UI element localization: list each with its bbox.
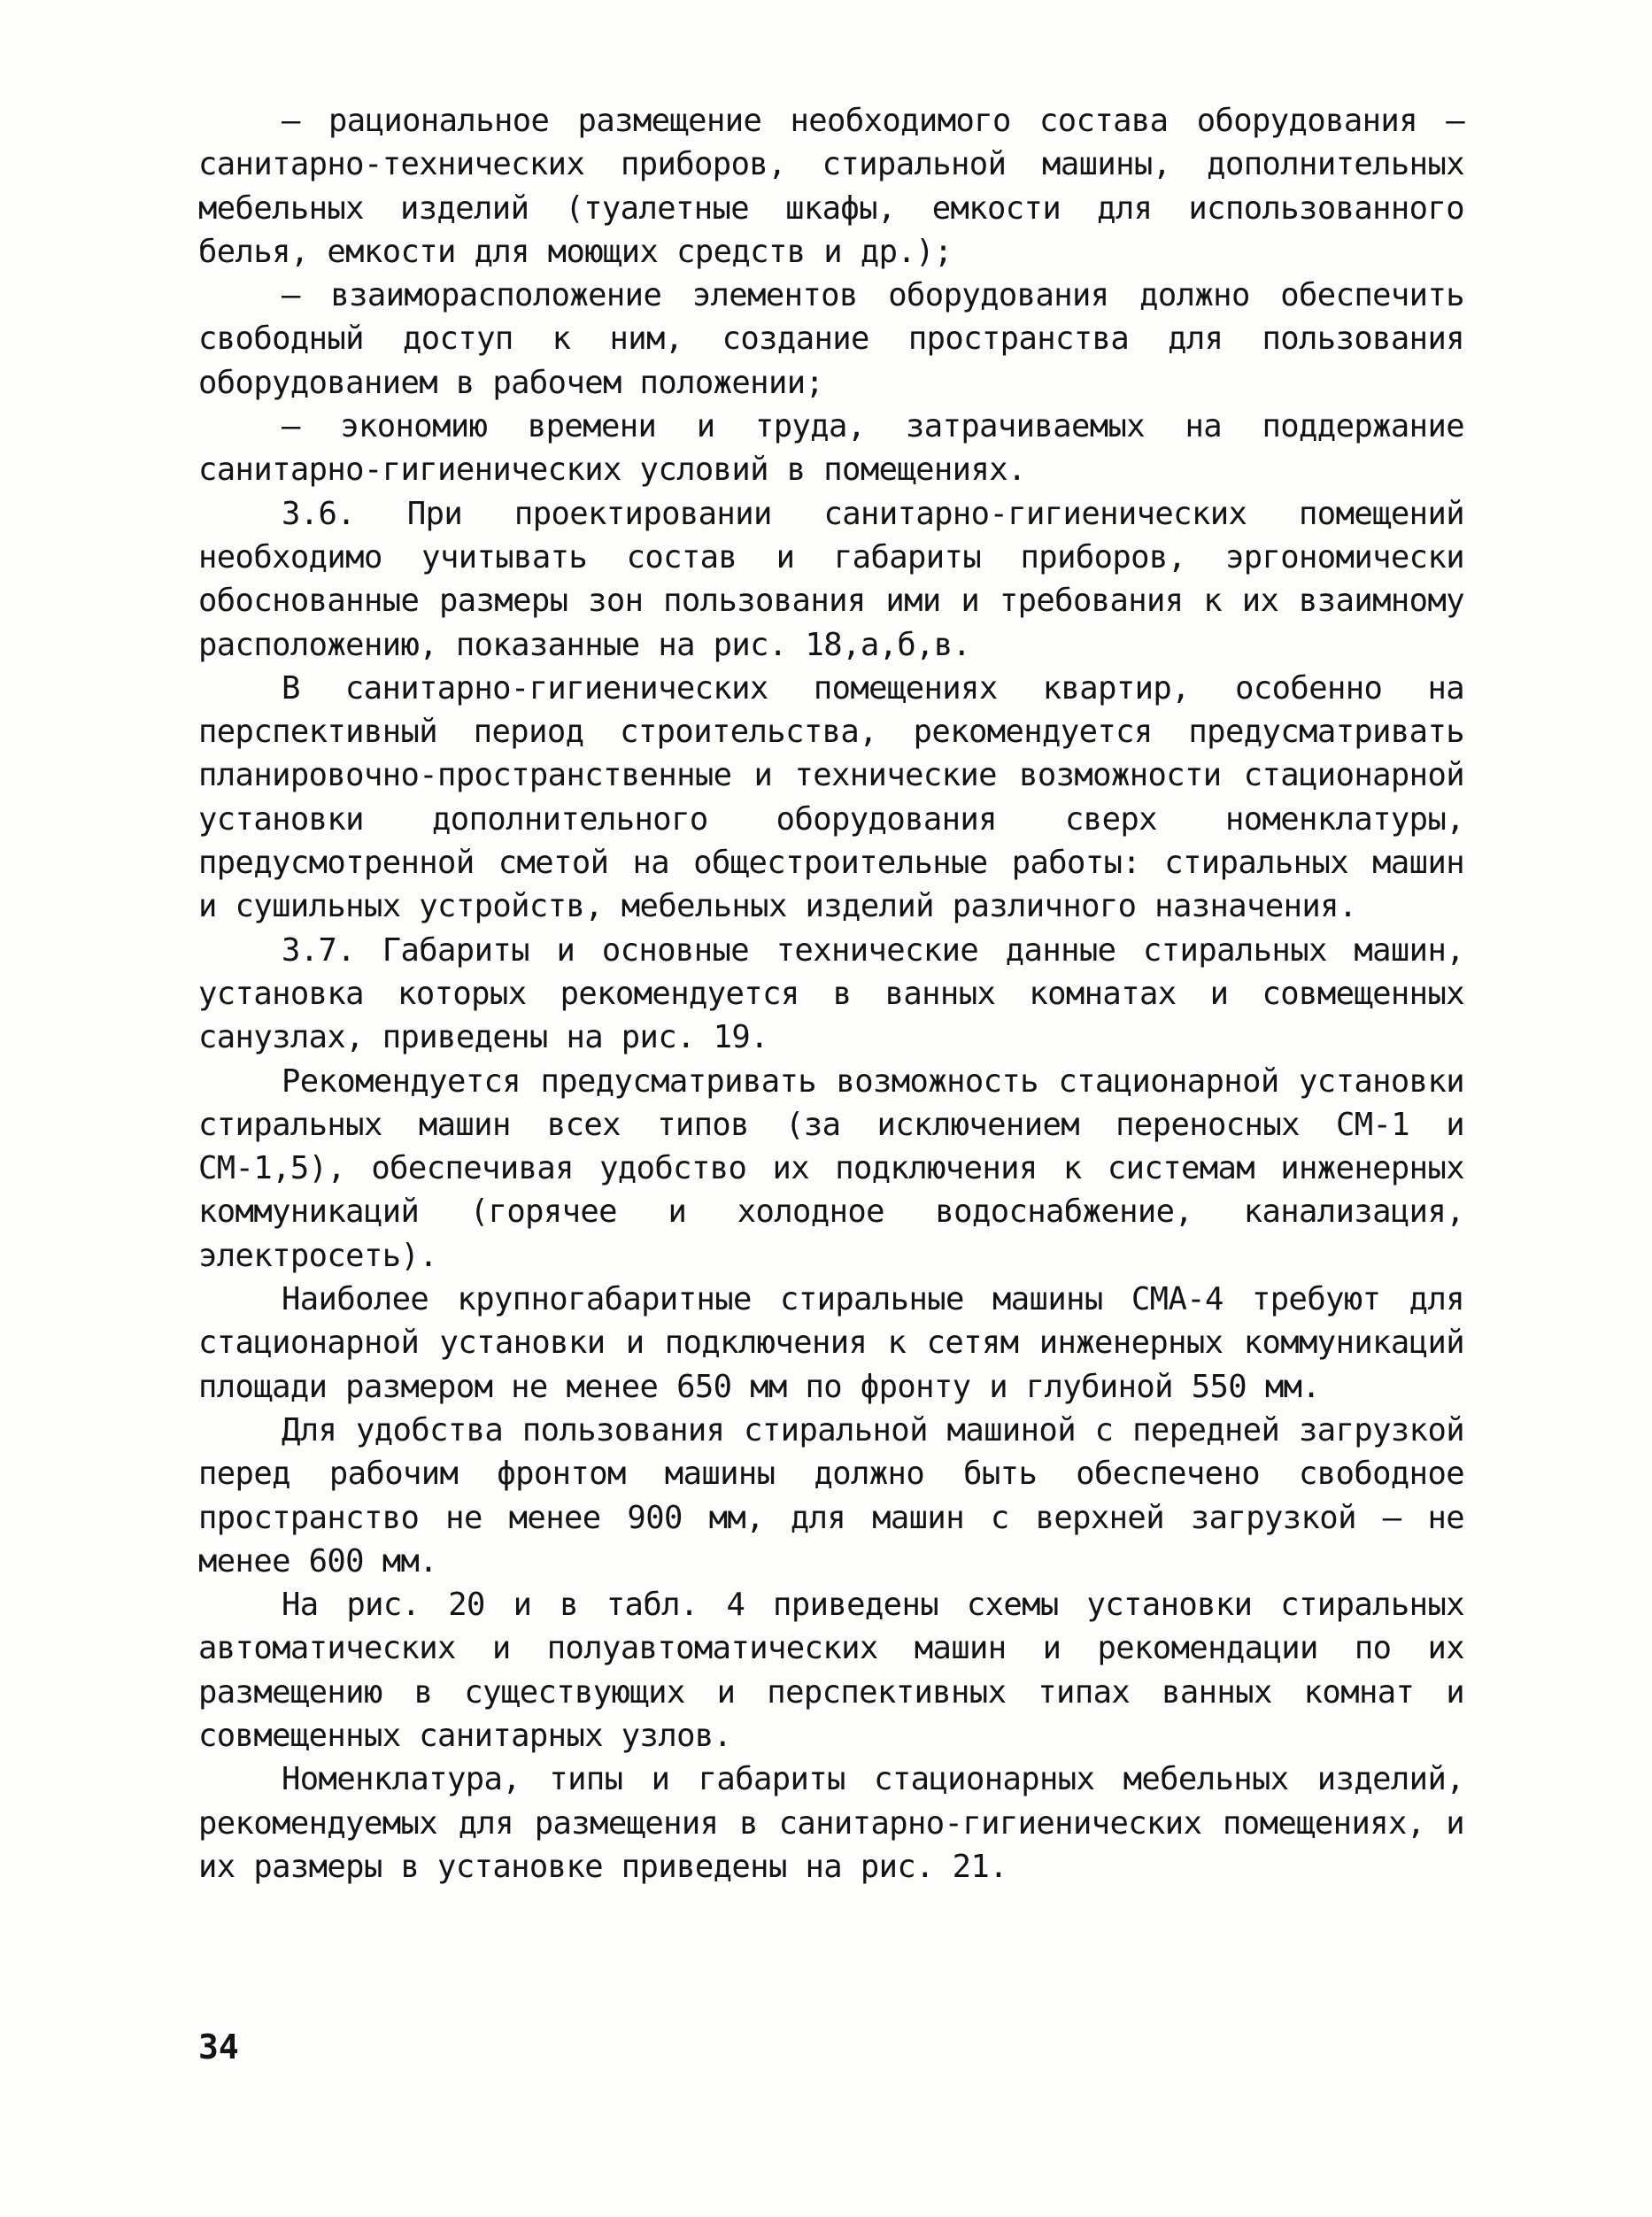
paragraph-additional-equipment: В санитарно-гигиенических помещениях квартир, особенно на перспективный период строительства, рекомендуется предусматривать планировочно-пространственные и технические возможности стационарной установки дополнительного оборудования сверх номенклатуры, предусмотренной сметой на общестроительные работы: стиральных машин и сушильных устройств, мебельных изделий различного назначения. bbox=[198, 669, 1464, 925]
paragraph-free-space: Для удобства пользования стиральной машиной с передней загрузкой перед рабочим фронтом машины должно быть обеспечено свободное пространство не менее 900 мм, для машин с верхней загрузкой – не менее 600 мм. bbox=[198, 1411, 1464, 1580]
paragraph-washing-machine-installation: Рекомендуется предусматривать возможность стационарной установки стиральных машин всех типов (за исключением переносных СМ-1 и СМ-1,5), обеспечивая удобство их подключения к системам инженерных коммуникаций (горячее и холодное водоснабжение, канализация, электросеть). bbox=[198, 1062, 1464, 1274]
paragraph-sma4-dimensions: Наиболее крупногабаритные стиральные машины СМА-4 требуют для стационарной установки и подключения к сетям инженерных коммуникаций площади размером не менее 650 мм по фронту и глубиной 550 мм. bbox=[198, 1281, 1464, 1405]
paragraph-equipment-arrangement: – взаиморасположение элементов оборудования должно обеспечить свободный доступ к ним, создание пространства для пользования оборудованием в рабочем положении; bbox=[198, 277, 1464, 401]
paragraph-figure-20-table-4: На рис. 20 и в табл. 4 приведены схемы установки стиральных автоматических и полуавтоматических машин и рекомендации по их размещению в существующих и перспективных типах ванных комнат и совмещенных санитарных узлов. bbox=[198, 1587, 1464, 1754]
paragraph-section-3-6: 3.6. При проектировании санитарно-гигиенических помещений необходимо учитывать состав и габариты приборов, эргономически обоснованные размеры зон пользования ими и требования к их взаимному расположению, показанные на рис. 18,а,б,в. bbox=[198, 495, 1464, 663]
paragraph-furniture-nomenclature: Номенклатура, типы и габариты стационарных мебельных изделий, рекомендуемых для размещения в санитарно-гигиенических помещениях, и их размеры в установке приведены на рис. 21. bbox=[198, 1761, 1464, 1885]
paragraph-section-3-7: 3.7. Габариты и основные технические данные стиральных машин, установка которых рекомендуется в ванных комнатах и совмещенных санузлах, приведены на рис. 19. bbox=[198, 931, 1464, 1056]
paragraph-equipment-placement: – рациональное размещение необходимого состава оборудования – санитарно-технических приборов, стиральной машины, дополнительных мебельных изделий (туалетные шкафы, емкости для использованного белья, емкости для моющих средств и др.); bbox=[198, 103, 1464, 270]
page-number: 34 bbox=[198, 2028, 239, 2066]
paragraph-time-saving: – экономию времени и труда, затрачиваемых на поддержание санитарно-гигиенических условий в помещениях. bbox=[198, 408, 1464, 489]
body-text bbox=[198, 99, 1464, 1889]
